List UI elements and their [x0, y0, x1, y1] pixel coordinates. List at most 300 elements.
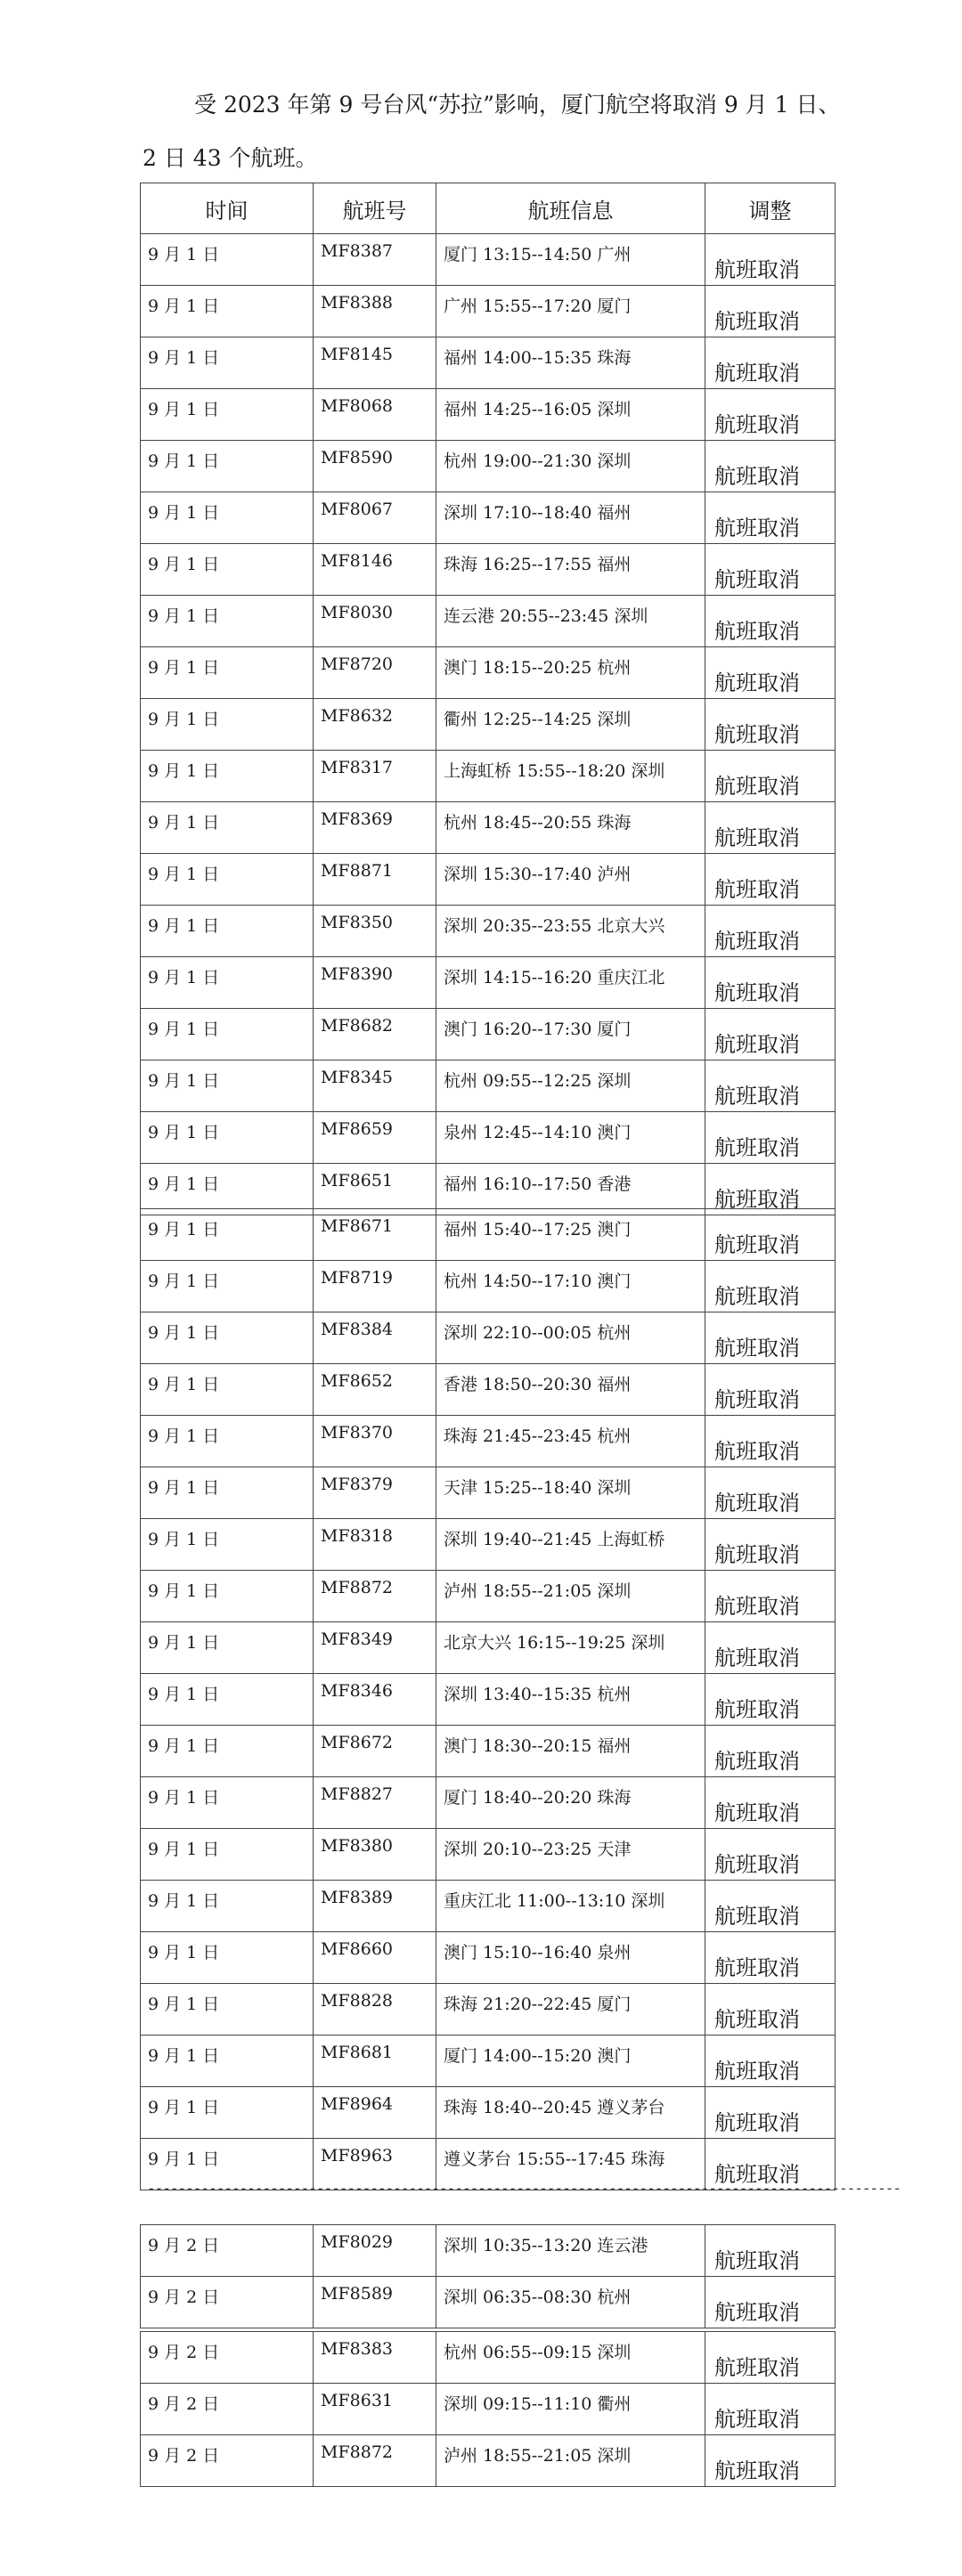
cell-adjustment-cell [705, 1932, 836, 1984]
cell-flight-number-cell [314, 544, 436, 596]
cell-adjustment-cell [705, 906, 836, 957]
cell-adjustment: 航班取消 [714, 361, 800, 386]
cell-adjustment-cell [705, 1312, 836, 1364]
cell-date: 9 月 1 日 [148, 1426, 220, 1446]
cell-date: 9 月 1 日 [148, 1736, 220, 1756]
table-row [141, 1209, 836, 1261]
cell-flight-info-cell [436, 1312, 705, 1364]
cell-adjustment-cell [705, 2277, 836, 2328]
cell-adjustment-cell [705, 286, 836, 337]
cell-flight-info: 连云港 20:55--23:45 深圳 [444, 606, 648, 626]
cell-flight-number: MF8030 [321, 603, 393, 622]
cell-adjustment: 航班取消 [714, 877, 800, 902]
table-row [141, 337, 836, 389]
cell-adjustment-cell [705, 1519, 836, 1571]
cell-flight-info: 深圳 22:10--00:05 杭州 [444, 1323, 632, 1343]
cell-flight-info: 深圳 20:35--23:55 北京大兴 [444, 916, 665, 936]
cell-flight-number-cell [314, 699, 436, 751]
cell-date: 9 月 1 日 [148, 1323, 220, 1343]
cell-date: 9 月 1 日 [148, 710, 220, 729]
cell-date: 9 月 2 日 [148, 2288, 220, 2307]
cell-date-cell [141, 906, 314, 957]
cell-flight-info-cell [436, 751, 705, 802]
cell-flight-number-cell [314, 1261, 436, 1312]
table-row [141, 2332, 836, 2384]
cell-date-cell [141, 854, 314, 906]
cell-adjustment-cell [705, 1209, 836, 1261]
table-row [141, 1984, 836, 2036]
cell-adjustment-cell [705, 1364, 836, 1416]
cell-flight-number-cell [314, 1519, 436, 1571]
cell-date-cell [141, 1261, 314, 1312]
cell-adjustment-cell [705, 1726, 836, 1777]
cell-flight-info: 深圳 17:10--18:40 福州 [444, 503, 632, 523]
cell-flight-info: 杭州 09:55--12:25 深圳 [444, 1071, 632, 1091]
cell-flight-info-cell [436, 699, 705, 751]
cell-flight-info-cell [436, 1674, 705, 1726]
cell-adjustment-cell [705, 1416, 836, 1467]
cell-flight-number: MF8145 [321, 345, 393, 364]
table-row [141, 389, 836, 441]
cell-adjustment: 航班取消 [714, 2458, 800, 2483]
cell-date-cell [141, 751, 314, 802]
cell-flight-number: MF8387 [321, 241, 393, 261]
cell-flight-number: MF8964 [321, 2094, 393, 2114]
cell-date-cell [141, 1060, 314, 1112]
cell-flight-number: MF8384 [321, 1320, 393, 1339]
flights-table-part-1 [140, 183, 836, 1215]
cell-flight-number: MF8349 [321, 1629, 393, 1649]
table-row [141, 2435, 836, 2487]
table-row [141, 234, 836, 286]
cell-flight-number-cell [314, 1881, 436, 1932]
cell-flight-info-cell [436, 1881, 705, 1932]
table-row [141, 906, 836, 957]
cell-flight-number: MF8388 [321, 293, 393, 313]
cell-adjustment: 航班取消 [714, 2407, 800, 2432]
header-adjustment: 调整 [705, 183, 836, 234]
cell-flight-number-cell [314, 1467, 436, 1519]
table-row [141, 1932, 836, 1984]
cell-adjustment-cell [705, 2087, 836, 2139]
cell-flight-info: 深圳 13:40--15:35 杭州 [444, 1685, 632, 1704]
cell-adjustment: 航班取消 [714, 1439, 800, 1464]
cell-flight-number-cell [314, 2036, 436, 2087]
cell-flight-info-cell [436, 1261, 705, 1312]
cell-flight-number: MF8632 [321, 706, 393, 726]
cell-date: 9 月 2 日 [148, 2236, 220, 2255]
cell-adjustment-cell [705, 1829, 836, 1881]
cell-flight-info: 深圳 20:10--23:25 天津 [444, 1840, 632, 1859]
table-row [141, 1777, 836, 1829]
cell-date: 9 月 1 日 [148, 1685, 220, 1704]
cell-adjustment: 航班取消 [714, 1232, 800, 1257]
cell-flight-info-cell [436, 1829, 705, 1881]
cell-flight-info: 杭州 06:55--09:15 深圳 [444, 2343, 632, 2362]
cell-date: 9 月 1 日 [148, 1633, 220, 1653]
cell-date-cell [141, 1164, 314, 1215]
cell-adjustment: 航班取消 [714, 2300, 800, 2325]
cell-flight-number-cell [314, 389, 436, 441]
cell-date: 9 月 1 日 [148, 503, 220, 523]
cell-date-cell [141, 2277, 314, 2328]
cell-adjustment: 航班取消 [714, 1955, 800, 1980]
cell-adjustment-cell [705, 1060, 836, 1112]
cell-adjustment-cell [705, 2384, 836, 2435]
cell-flight-number-cell [314, 1416, 436, 1467]
cell-date-cell [141, 337, 314, 389]
cell-flight-info-cell [436, 1164, 705, 1215]
cell-flight-info-cell [436, 1519, 705, 1571]
cell-flight-number: MF8651 [321, 1171, 393, 1190]
cell-flight-info-cell [436, 647, 705, 699]
cell-flight-info-cell [436, 2277, 705, 2328]
cell-flight-info-cell [436, 1009, 705, 1060]
cell-adjustment-cell [705, 234, 836, 286]
table-row [141, 647, 836, 699]
table-row [141, 699, 836, 751]
cell-adjustment: 航班取消 [714, 722, 800, 747]
cell-date: 9 月 1 日 [148, 1071, 220, 1091]
cell-flight-number-cell [314, 1364, 436, 1416]
cell-adjustment: 航班取消 [714, 1187, 800, 1212]
table-row [141, 596, 836, 647]
separator-line: -------------------------------------------------------------------------------------------------- [147, 2180, 901, 2197]
table-row [141, 1009, 836, 1060]
table-row [141, 544, 836, 596]
cell-flight-info: 福州 14:25--16:05 深圳 [444, 400, 632, 419]
cell-flight-number: MF8719 [321, 1268, 393, 1288]
cell-flight-info: 杭州 14:50--17:10 澳门 [444, 1272, 632, 1291]
cell-adjustment-cell [705, 337, 836, 389]
cell-adjustment-cell [705, 1571, 836, 1622]
cell-date: 9 月 1 日 [148, 1220, 220, 1239]
cell-flight-number-cell [314, 441, 436, 492]
cell-date: 9 月 1 日 [148, 865, 220, 884]
cell-flight-info: 衢州 12:25--14:25 深圳 [444, 710, 632, 729]
cell-adjustment: 航班取消 [714, 2059, 800, 2084]
cell-flight-number-cell [314, 1112, 436, 1164]
cell-flight-info: 福州 16:10--17:50 香港 [444, 1174, 632, 1194]
cell-date: 9 月 1 日 [148, 1478, 220, 1498]
cell-flight-info: 福州 14:00--15:35 珠海 [444, 348, 632, 368]
cell-flight-info: 深圳 19:40--21:45 上海虹桥 [444, 1530, 665, 1549]
cell-adjustment-cell [705, 699, 836, 751]
cell-flight-info-cell [436, 854, 705, 906]
cell-flight-info-cell [436, 1622, 705, 1674]
header-time: 时间 [141, 183, 314, 234]
cell-adjustment: 航班取消 [714, 1904, 800, 1929]
table-row [141, 1519, 836, 1571]
cell-flight-number: MF8660 [321, 1939, 393, 1959]
cell-flight-number-cell [314, 286, 436, 337]
cell-adjustment-cell [705, 1261, 836, 1312]
cell-date: 9 月 1 日 [148, 916, 220, 936]
header-flight-info: 航班信息 [436, 183, 705, 234]
cell-flight-number: MF8345 [321, 1068, 393, 1087]
cell-flight-number-cell [314, 2332, 436, 2384]
cell-flight-info-cell [436, 906, 705, 957]
cell-adjustment-cell [705, 441, 836, 492]
cell-flight-number-cell [314, 1164, 436, 1215]
cell-date: 9 月 1 日 [148, 761, 220, 781]
cell-flight-info-cell [436, 544, 705, 596]
cell-flight-number: MF8872 [321, 1578, 393, 1597]
table-row [141, 1364, 836, 1416]
cell-adjustment-cell [705, 802, 836, 854]
cell-flight-number-cell [314, 2435, 436, 2487]
table-row [141, 1416, 836, 1467]
cell-flight-number: MF8681 [321, 2043, 393, 2062]
cell-date: 9 月 1 日 [148, 1272, 220, 1291]
cell-flight-number-cell [314, 957, 436, 1009]
cell-date-cell [141, 1984, 314, 2036]
table-row [141, 1674, 836, 1726]
cell-flight-number: MF8346 [321, 1681, 393, 1701]
cell-adjustment: 航班取消 [714, 2110, 800, 2135]
cell-date: 9 月 1 日 [148, 2046, 220, 2066]
cell-flight-number: MF8872 [321, 2442, 393, 2462]
cell-flight-info-cell [436, 1467, 705, 1519]
cell-flight-info-cell [436, 1209, 705, 1261]
cell-flight-number-cell [314, 1060, 436, 1112]
cell-flight-number: MF8589 [321, 2284, 393, 2304]
cell-date-cell [141, 1416, 314, 1467]
cell-adjustment: 航班取消 [714, 670, 800, 695]
cell-flight-number: MF8068 [321, 396, 393, 416]
cell-date-cell [141, 1674, 314, 1726]
cell-date: 9 月 2 日 [148, 2343, 220, 2362]
cell-date-cell [141, 1726, 314, 1777]
cell-flight-info: 北京大兴 16:15--19:25 深圳 [444, 1633, 665, 1653]
cell-date-cell [141, 1881, 314, 1932]
cell-adjustment: 航班取消 [714, 1491, 800, 1516]
cell-date: 9 月 2 日 [148, 2446, 220, 2466]
cell-date-cell [141, 441, 314, 492]
cell-date: 9 月 1 日 [148, 968, 220, 987]
cell-flight-number: MF8146 [321, 551, 393, 571]
cell-date: 9 月 1 日 [148, 1840, 220, 1859]
cell-date: 9 月 1 日 [148, 1943, 220, 1962]
flights-table-part-3 [140, 2224, 836, 2328]
cell-flight-info-cell [436, 802, 705, 854]
table-row [141, 751, 836, 802]
cell-flight-number-cell [314, 1777, 436, 1829]
cell-date: 9 月 1 日 [148, 2149, 220, 2169]
cell-flight-info: 珠海 18:40--20:45 遵义茅台 [444, 2098, 665, 2117]
cell-flight-info-cell [436, 1777, 705, 1829]
cell-adjustment-cell [705, 389, 836, 441]
cell-flight-number-cell [314, 906, 436, 957]
cell-flight-info: 澳门 18:15--20:25 杭州 [444, 658, 632, 678]
cell-adjustment-cell [705, 1164, 836, 1215]
cell-flight-info-cell [436, 286, 705, 337]
flights-table-part-4 [140, 2331, 836, 2487]
cell-adjustment-cell [705, 1984, 836, 2036]
cell-adjustment: 航班取消 [714, 1542, 800, 1567]
header-flight-number: 航班号 [314, 183, 436, 234]
cell-flight-info: 泸州 18:55--21:05 深圳 [444, 1581, 632, 1601]
cell-flight-number: MF8671 [321, 1216, 393, 1236]
cell-flight-number: MF8067 [321, 500, 393, 519]
cell-flight-info: 天津 15:25--18:40 深圳 [444, 1478, 632, 1498]
cell-flight-number: MF8369 [321, 809, 393, 829]
cell-adjustment: 航班取消 [714, 516, 800, 540]
cell-adjustment-cell [705, 1674, 836, 1726]
table-row [141, 2087, 836, 2139]
cell-flight-info-cell [436, 2384, 705, 2435]
cell-flight-number: MF8652 [321, 1371, 393, 1391]
cell-flight-number: MF8720 [321, 654, 393, 674]
table-row [141, 1726, 836, 1777]
cell-flight-number-cell [314, 802, 436, 854]
cell-flight-info-cell [436, 337, 705, 389]
cell-flight-number-cell [314, 751, 436, 802]
cell-adjustment-cell [705, 1009, 836, 1060]
cell-adjustment-cell [705, 2036, 836, 2087]
cell-flight-number-cell [314, 1009, 436, 1060]
cell-flight-number: MF8682 [321, 1016, 393, 1036]
cell-date-cell [141, 802, 314, 854]
cell-adjustment: 航班取消 [714, 1800, 800, 1825]
cell-date: 9 月 1 日 [148, 658, 220, 678]
cell-flight-number-cell [314, 854, 436, 906]
cell-date-cell [141, 2384, 314, 2435]
cell-date: 9 月 1 日 [148, 348, 220, 368]
cell-adjustment: 航班取消 [714, 929, 800, 954]
cell-adjustment-cell [705, 1112, 836, 1164]
cell-adjustment-cell [705, 751, 836, 802]
cell-adjustment-cell [705, 596, 836, 647]
cell-adjustment: 航班取消 [714, 2248, 800, 2273]
cell-flight-number: MF8029 [321, 2232, 393, 2252]
cell-flight-info: 香港 18:50--20:30 福州 [444, 1375, 632, 1394]
cell-flight-info: 澳门 15:10--16:40 泉州 [444, 1943, 632, 1962]
cell-adjustment-cell [705, 854, 836, 906]
cell-date-cell [141, 1829, 314, 1881]
cell-date-cell [141, 492, 314, 544]
cell-flight-info: 厦门 13:15--14:50 广州 [444, 245, 632, 264]
cell-flight-number: MF8317 [321, 758, 393, 777]
cell-flight-number-cell [314, 1209, 436, 1261]
cell-flight-info-cell [436, 2225, 705, 2277]
cell-flight-info-cell [436, 596, 705, 647]
cell-flight-number-cell [314, 2384, 436, 2435]
cell-flight-number-cell [314, 337, 436, 389]
cell-flight-info: 厦门 14:00--15:20 澳门 [444, 2046, 632, 2066]
cell-adjustment-cell [705, 647, 836, 699]
cell-flight-info-cell [436, 389, 705, 441]
cell-flight-info-cell [436, 441, 705, 492]
cell-flight-info: 珠海 21:20--22:45 厦门 [444, 1995, 632, 2014]
cell-flight-number: MF8379 [321, 1475, 393, 1494]
cell-date-cell [141, 2435, 314, 2487]
cell-adjustment: 航班取消 [714, 774, 800, 799]
cell-date-cell [141, 957, 314, 1009]
cell-date: 9 月 1 日 [148, 606, 220, 626]
cell-flight-number-cell [314, 1726, 436, 1777]
cell-flight-info-cell [436, 1726, 705, 1777]
cell-adjustment: 航班取消 [714, 2162, 800, 2187]
cell-date: 9 月 1 日 [148, 1123, 220, 1142]
cell-date: 9 月 1 日 [148, 1788, 220, 1808]
table-row [141, 1060, 836, 1112]
cell-date-cell [141, 286, 314, 337]
cell-flight-info: 厦门 18:40--20:20 珠海 [444, 1788, 632, 1808]
cell-flight-number-cell [314, 492, 436, 544]
table-row [141, 2036, 836, 2087]
cell-date-cell [141, 1571, 314, 1622]
cell-flight-info-cell [436, 1984, 705, 2036]
intro-line-1: 受 2023 年第 9 号台风“苏拉”影响，厦门航空将取消 9 月 1 日、 [194, 92, 841, 118]
cell-adjustment: 航班取消 [714, 2355, 800, 2380]
cell-date-cell [141, 1312, 314, 1364]
cell-flight-info: 上海虹桥 15:55--18:20 深圳 [444, 761, 665, 781]
table-row [141, 1467, 836, 1519]
cell-date: 9 月 1 日 [148, 1174, 220, 1194]
table-row [141, 1571, 836, 1622]
table-row [141, 2277, 836, 2328]
cell-flight-info-cell [436, 1060, 705, 1112]
cell-date: 9 月 1 日 [148, 451, 220, 471]
cell-flight-number: MF8631 [321, 2391, 393, 2410]
cell-date-cell [141, 1622, 314, 1674]
cell-adjustment: 航班取消 [714, 1387, 800, 1412]
cell-date-cell [141, 2087, 314, 2139]
cell-flight-number: MF8383 [321, 2339, 393, 2359]
cell-flight-number: MF8390 [321, 964, 393, 984]
cell-date: 9 月 1 日 [148, 297, 220, 316]
cell-flight-info-cell [436, 1112, 705, 1164]
cell-flight-info: 深圳 14:15--16:20 重庆江北 [444, 968, 665, 987]
cell-flight-info: 珠海 16:25--17:55 福州 [444, 555, 632, 574]
cell-flight-info-cell [436, 492, 705, 544]
cell-flight-info-cell [436, 2332, 705, 2384]
cell-flight-info: 深圳 06:35--08:30 杭州 [444, 2288, 632, 2307]
cell-flight-number-cell [314, 1674, 436, 1726]
cell-flight-number-cell [314, 2087, 436, 2139]
cell-date-cell [141, 1209, 314, 1261]
cell-flight-number: MF8380 [321, 1836, 393, 1856]
cell-date-cell [141, 699, 314, 751]
table-row [141, 1622, 836, 1674]
cell-adjustment: 航班取消 [714, 1032, 800, 1057]
table-row [141, 2384, 836, 2435]
cell-flight-info: 广州 15:55--17:20 厦门 [444, 297, 632, 316]
cell-flight-number-cell [314, 596, 436, 647]
cell-adjustment: 航班取消 [714, 1135, 800, 1160]
cell-flight-info-cell [436, 2036, 705, 2087]
cell-date: 9 月 1 日 [148, 245, 220, 264]
cell-flight-number: MF8389 [321, 1888, 393, 1907]
cell-flight-number: MF8370 [321, 1423, 393, 1442]
cell-adjustment-cell [705, 492, 836, 544]
cell-adjustment-cell [705, 1467, 836, 1519]
table-header-row [141, 183, 836, 234]
cell-flight-info-cell [436, 2087, 705, 2139]
cell-flight-info: 遵义茅台 15:55--17:45 珠海 [444, 2149, 665, 2169]
cell-date: 9 月 1 日 [148, 813, 220, 833]
cell-adjustment: 航班取消 [714, 980, 800, 1005]
cell-date: 9 月 1 日 [148, 1891, 220, 1911]
table-row [141, 286, 836, 337]
cell-flight-info-cell [436, 1364, 705, 1416]
table-row [141, 1112, 836, 1164]
cell-date-cell [141, 234, 314, 286]
cell-adjustment: 航班取消 [714, 1852, 800, 1877]
cell-flight-number-cell [314, 1571, 436, 1622]
cell-adjustment: 航班取消 [714, 2007, 800, 2032]
